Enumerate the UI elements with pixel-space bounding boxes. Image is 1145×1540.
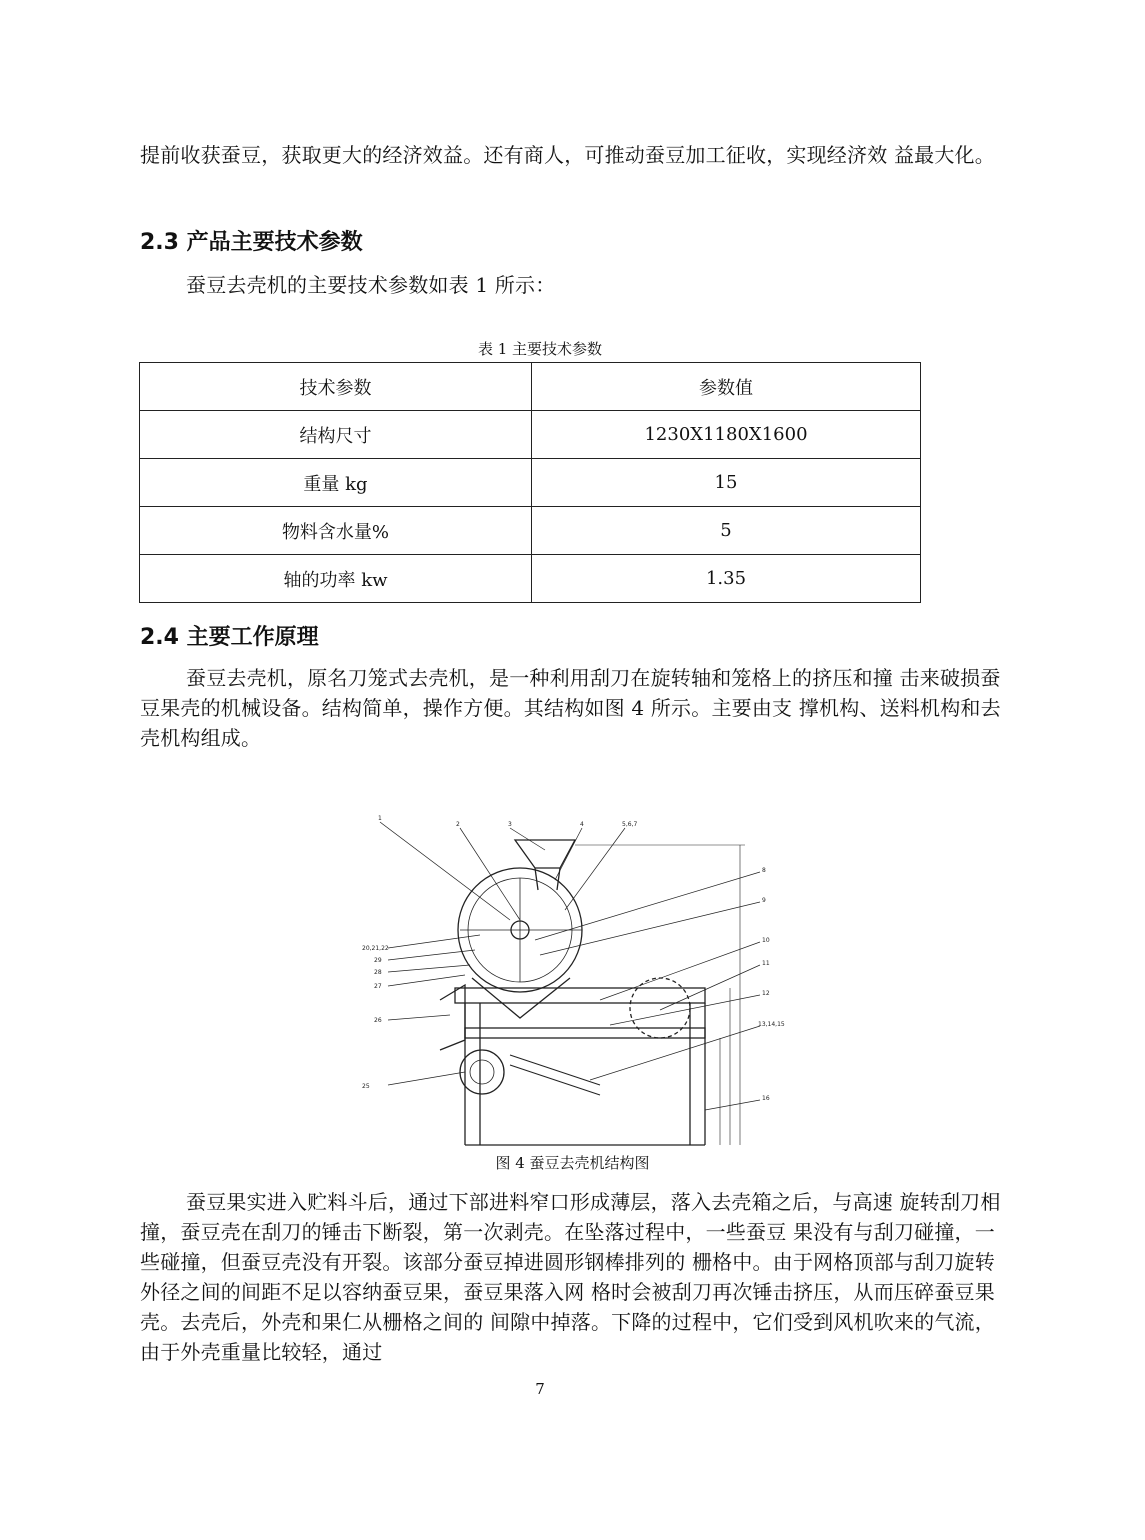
callout-label: 26 — [374, 1017, 382, 1024]
feed-hopper — [515, 840, 575, 868]
table-cell: 1.35 — [532, 555, 921, 603]
callout-label: 12 — [762, 990, 770, 997]
table-header-cell: 技术参数 — [140, 363, 532, 411]
callout-label: 28 — [374, 969, 382, 976]
table-row — [140, 411, 921, 459]
section-2-3-body: 蚕豆去壳机的主要技术参数如表 1 所示： — [186, 273, 556, 297]
table-header-row — [140, 363, 921, 411]
table-cell: 15 — [532, 459, 921, 507]
intro-paragraph: 提前收获蚕豆，获取更大的经济效益。还有商人，可推动蚕豆加工征收，实现经济效 益最大化。 — [140, 143, 995, 167]
table-cell: 物料含水量% — [140, 507, 532, 555]
callout-label: 25 — [362, 1083, 370, 1090]
table-row — [140, 555, 921, 603]
fan — [460, 1050, 504, 1094]
table-cell: 1230X1180X1600 — [532, 411, 921, 459]
callout-label: 13,14,15 — [758, 1021, 785, 1028]
table-cell: 轴的功率 kw — [140, 555, 532, 603]
table-cell: 结构尺寸 — [140, 411, 532, 459]
bean-sheller-structure-diagram — [360, 810, 785, 1155]
callout-label: 5,6,7 — [622, 821, 638, 828]
figure-caption: 图 4 蚕豆去壳机结构图 — [495, 1154, 650, 1172]
callout-label: 9 — [762, 897, 766, 904]
table-row — [140, 459, 921, 507]
section-2-4-heading: 2.4 主要工作原理 — [140, 625, 319, 650]
closing-paragraph: 蚕豆果实进入贮料斗后，通过下部进料窄口形成薄层，落入去壳箱之后，与高速 旋转刮刀相撞，蚕豆壳在刮刀的锤击下断裂，第一次剥壳。在坠落过程中，一些蚕豆 果没有与刮刀碰撞，一些碰撞，但蚕豆壳没有开裂。该部分蚕豆掉进圆形钢棒排列的 栅格中。由于网格顶部与刮刀旋转外径之间的间距不足以容纳蚕豆果，蚕豆果落入网 格时会被刮刀再次锤击挤压，从而压碎蚕豆果壳。去壳后，外壳和果仁从栅格之间的 间隙中掉落。下降的过程中，它们受到风机吹来的气流，由于外壳重量比较轻，通过 — [140, 1190, 1001, 1364]
callout-label: 11 — [762, 960, 770, 967]
callout-label: 29 — [374, 957, 382, 964]
table-cell: 5 — [532, 507, 921, 555]
table-caption: 表 1 主要技术参数 — [477, 340, 603, 358]
callout-label: 2 — [456, 821, 460, 828]
technical-parameters-table — [139, 362, 921, 603]
table-cell: 重量 kg — [140, 459, 532, 507]
page-number: 7 — [535, 1380, 545, 1398]
callout-label: 3 — [508, 821, 512, 828]
callout-label: 1 — [378, 815, 382, 822]
table-header-cell: 参数值 — [532, 363, 921, 411]
callout-label: 27 — [374, 983, 382, 990]
callout-label: 4 — [580, 821, 584, 828]
callout-label: 8 — [762, 867, 766, 874]
callout-label: 20,21,22 — [362, 945, 389, 952]
section-2-4-body: 蚕豆去壳机，原名刀笼式去壳机，是一种利用刮刀在旋转轴和笼格上的挤压和撞 击来破损蚕豆果壳的机械设备。结构简单，操作方便。其结构如图 4 所示。主要由支 撑机构、送料机构和去壳机构组成。 — [140, 666, 1001, 750]
callout-label: 16 — [762, 1095, 770, 1102]
motor — [630, 978, 690, 1038]
section-2-3-heading: 2.3 产品主要技术参数 — [140, 230, 363, 255]
table-row — [140, 507, 921, 555]
callout-label: 10 — [762, 937, 770, 944]
